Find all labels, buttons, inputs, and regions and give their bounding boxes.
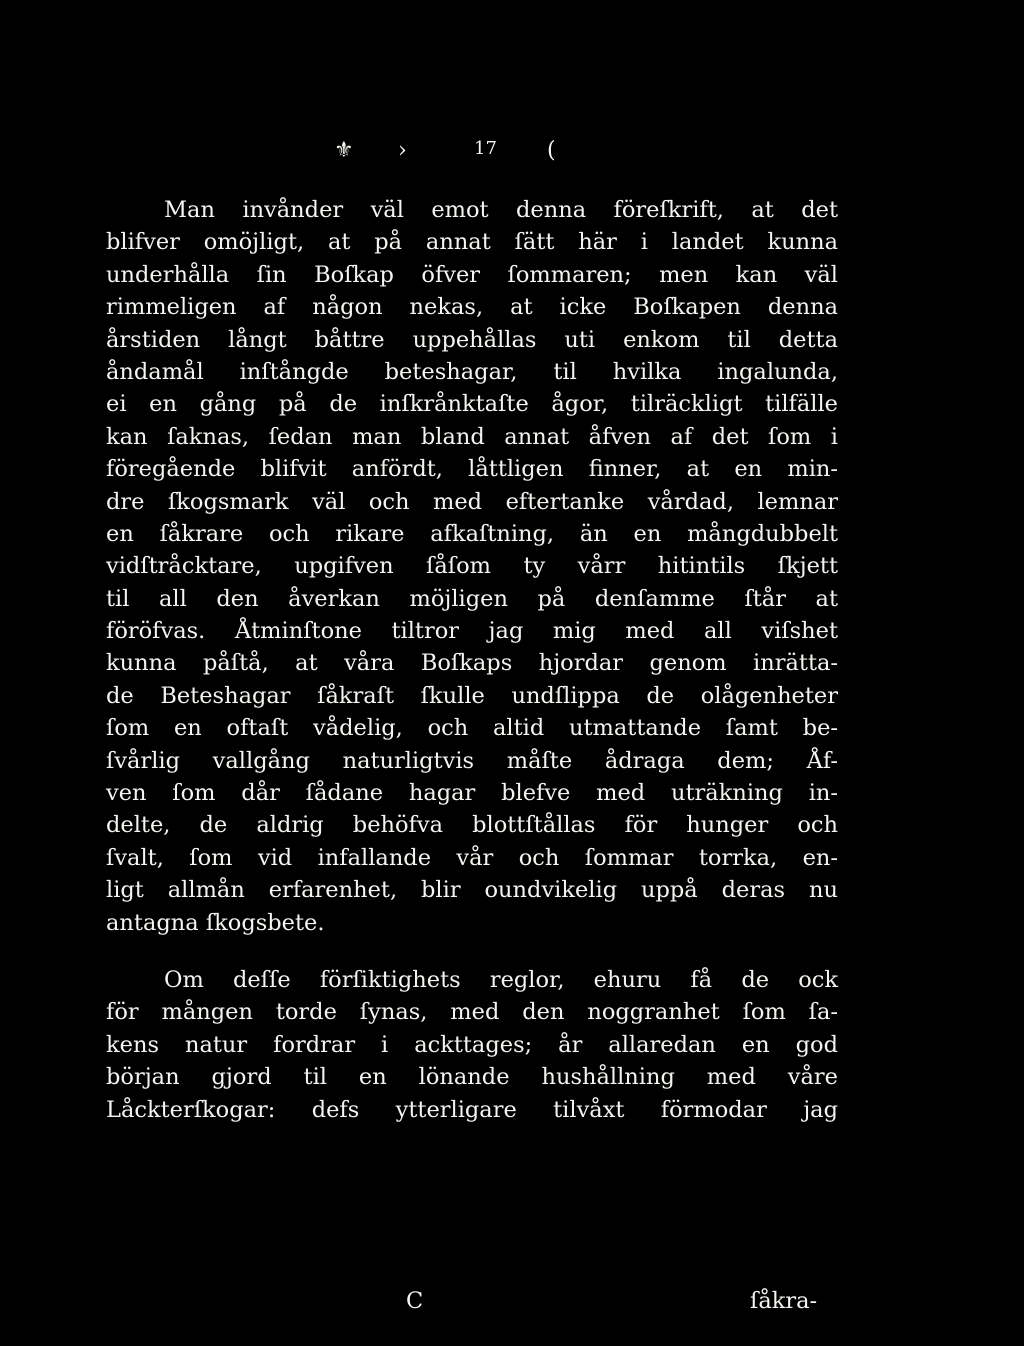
- paragraph-2: [106, 964, 838, 1126]
- text-line: Man invånder väl emot denna föreſkrift, at det: [164, 197, 838, 223]
- text-line: början gjord til en lönande hushållning med våre: [106, 1064, 838, 1091]
- signature-mark: C: [406, 1288, 424, 1314]
- paragraph-1: [106, 194, 838, 939]
- text-line: kan ſaknas, ſedan man bland annat åfven af det ſom i: [106, 423, 838, 450]
- catchword: ſåkra-: [750, 1288, 818, 1314]
- text-line: dre ſkogsmark väl och med eftertanke vårdad, lemnar: [106, 488, 838, 515]
- text-line: ven ſom dår ſådane hagar blefve med uträkning in-: [106, 780, 838, 807]
- text-line: rimmeligen af någon nekas, at icke Boſkapen denna: [106, 294, 838, 321]
- text-line: ligt allmån erfarenhet, blir oundvikelig uppå deras nu: [106, 877, 838, 904]
- text-line: delte, de aldrig behöfva blottſtållas för hunger och: [106, 812, 838, 839]
- text-line: Låckterſkogar: defs ytterligare tilvåxt förmodar jag: [106, 1096, 838, 1123]
- text-line: föröfvas. Åtminſtone tiltror jag mig med all viſshet: [106, 618, 838, 645]
- page-footer: [0, 1288, 1024, 1322]
- text-line: åndamål inſtångde beteshagar, til hvilka ingalunda,: [106, 358, 838, 385]
- text-line: kens natur fordrar i ackttages; år allaredan en god: [106, 1031, 838, 1058]
- header-mark-left: ›: [398, 138, 407, 163]
- text-line: kunna påſtå, at våra Boſkaps hjordar genom inrätta-: [106, 650, 838, 677]
- text-line: föregående blifvit anfördt, låttligen finner, at en min-: [106, 456, 838, 483]
- text-line: ſom en oftaſt vådelig, och altid utmattande ſamt be-: [106, 715, 838, 742]
- text-line: antagna ſkogsbete.: [106, 909, 325, 936]
- text-line: en ſåkrare och rikare afkaſtning, än en mångdubbelt: [106, 520, 838, 547]
- text-line: til all den åverkan möjligen på denſamme ſtår at: [106, 585, 838, 612]
- page-header: [0, 138, 1024, 168]
- text-line: för mången torde ſynas, med den noggranhet ſom ſa-: [106, 999, 838, 1026]
- text-line: de Beteshagar ſåkraſt ſkulle undſlippa de olågenheter: [106, 682, 838, 709]
- text-line: ſvalt, ſom vid infallande vår och ſommar torrka, en-: [106, 844, 838, 871]
- text-line: årstiden långt båttre uppehållas uti enkom til detta: [106, 326, 838, 353]
- text-line: blifver omöjligt, at på annat ſätt här i landet kunna: [106, 229, 838, 256]
- text-line: Om deſſe förſiktighets reglor, ehuru få de ock: [164, 967, 838, 993]
- text-line: underhålla ſin Boſkap öfver ſommaren; men kan väl: [106, 261, 838, 288]
- header-mark-right: (: [547, 138, 556, 163]
- fleuron-ornament: ⚜: [334, 138, 354, 163]
- page-number: 17: [474, 138, 497, 159]
- text-line: ſvårlig vallgång naturligtvis måſte ådraga dem; Åf-: [106, 747, 838, 774]
- text-line: ei en gång på de inſkrånktaſte ågor, tilräckligt tilfälle: [106, 391, 838, 418]
- text-line: vidſtråcktare, upgifven ſåſom ty vårr hitintils ſkjett: [106, 553, 838, 580]
